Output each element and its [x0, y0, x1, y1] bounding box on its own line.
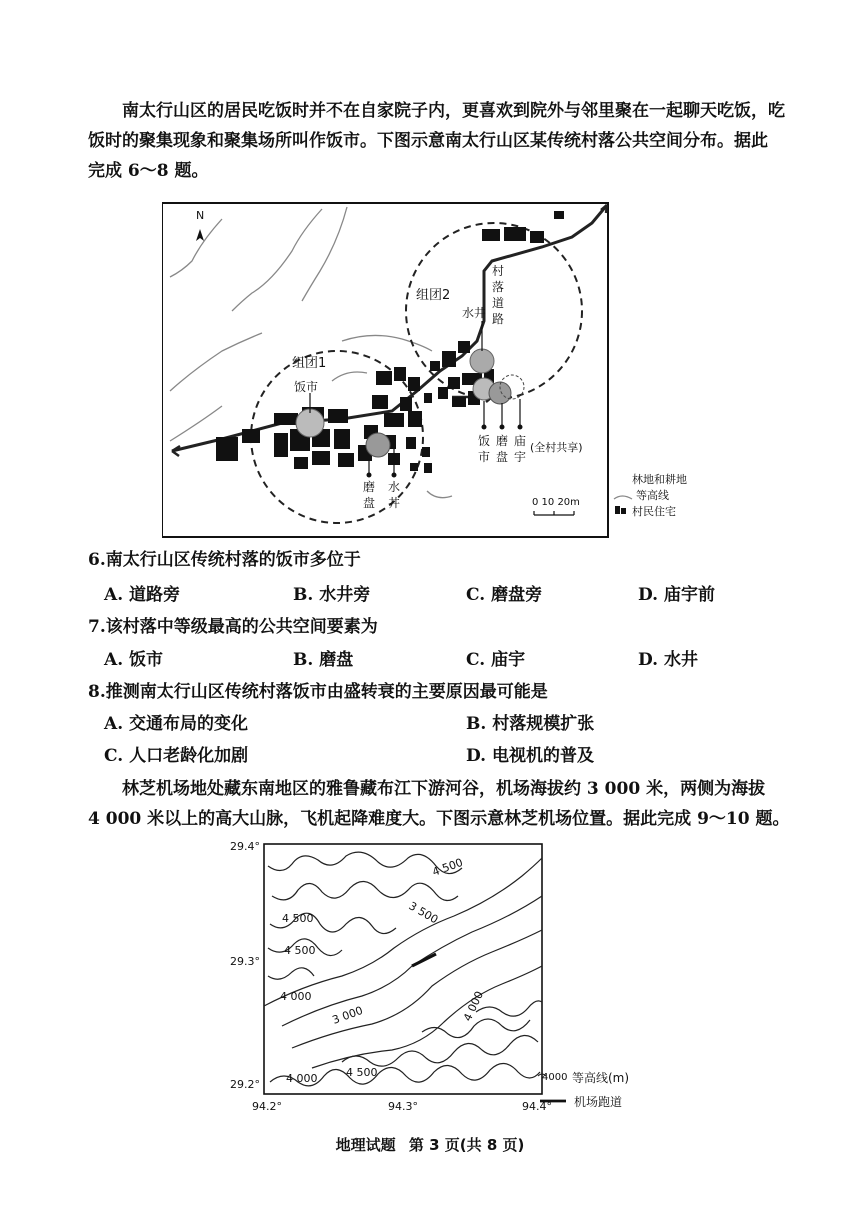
page-footer — [0, 1134, 860, 1155]
mopan2-label-char: 盘 — [496, 450, 509, 464]
question-7-stem: 7.该村落中等级最高的公共空间要素为 — [88, 617, 378, 637]
legend-contour-label: 等高线(m) — [572, 1071, 630, 1085]
fanshi1-label: 饭市 — [294, 380, 319, 394]
intro-paragraph-1 — [88, 96, 788, 186]
airport-map — [222, 836, 662, 1126]
temple-label-char: 宇 — [514, 450, 527, 464]
lon-label: 94.3° — [388, 1100, 418, 1113]
road-label-char: 道 — [492, 296, 505, 310]
well-group2-marker — [470, 349, 494, 373]
airport-map-figure — [222, 836, 662, 1130]
legend-house-icon — [615, 506, 620, 514]
q8-option-b[interactable]: B. 村落规模扩张 — [466, 714, 595, 734]
mopan1-label-char: 磨 — [363, 480, 376, 494]
road-label-char: 村 — [492, 264, 505, 278]
north-arrow-icon — [196, 209, 204, 241]
road-label-char: 路 — [492, 312, 505, 326]
q8-option-c[interactable]: C. 人口老龄化加剧 — [104, 746, 249, 766]
q7-option-a[interactable]: A. 饭市 — [104, 650, 164, 670]
q6-option-b[interactable]: B. 水井旁 — [293, 585, 371, 605]
contour-label: 3 000 — [330, 1003, 365, 1027]
lon-label: 94.2° — [252, 1100, 282, 1113]
mopan2-label-char: 磨 — [496, 434, 509, 448]
legend-runway-label: 机场跑道 — [574, 1095, 623, 1109]
contour-lines — [170, 207, 452, 498]
question-8-stem: 8.推测南太行山区传统村落饭市由盛转衰的主要原因最可能是 — [88, 682, 548, 702]
q6-option-a[interactable]: A. 道路旁 — [104, 585, 181, 605]
contour-label: 4 500 — [430, 855, 465, 879]
fanshi-group1-marker — [296, 409, 324, 437]
mopan1-label-char: 盘 — [363, 496, 376, 510]
contour-label: 4 000 — [280, 990, 312, 1003]
map1-legend — [614, 472, 687, 518]
q8-option-a[interactable]: A. 交通布局的变化 — [104, 714, 249, 734]
q7-option-b[interactable]: B. 磨盘 — [293, 650, 354, 670]
legend-forest-label: 林地和耕地 — [632, 473, 687, 486]
well2-label: 水井 — [462, 306, 487, 320]
temple-shared-label: (全村共享) — [530, 441, 583, 454]
contour-label: 4 500 — [284, 944, 316, 957]
legend-contour-label: 等高线 — [636, 489, 669, 502]
village-map — [162, 201, 722, 541]
legend-contour-icon — [614, 496, 632, 499]
contour-label: 4 000 — [286, 1072, 318, 1085]
lon-label: 94.4° — [522, 1100, 552, 1113]
well1-label-char: 井 — [388, 496, 401, 510]
fanshi2-label-char: 市 — [478, 450, 491, 464]
contour-label: 4 500 — [282, 912, 314, 925]
intro-line: 南太行山区的居民吃饭时并不在自家院子内，更喜欢到院外与邻里聚在一起聊天吃饭，吃 — [122, 101, 785, 121]
intro-paragraph-2 — [88, 774, 808, 834]
lat-label: 29.4° — [230, 840, 260, 853]
scale-bar — [532, 497, 580, 515]
fanshi2-label-char: 饭 — [478, 434, 491, 448]
q6-option-d[interactable]: D. 庙宇前 — [638, 585, 715, 605]
temple-label-char: 庙 — [514, 434, 527, 448]
group2-label: 组团2 — [416, 288, 451, 303]
well1-label-char: 水 — [388, 480, 401, 494]
mopan-well-group1-marker — [366, 433, 390, 457]
intro-line: 完成 6～8 题。 — [88, 161, 209, 181]
legend-contour-sample: 4000 — [542, 1072, 568, 1083]
group1-label: 组团1 — [292, 356, 327, 371]
footer-subject: 地理试题 — [335, 1136, 396, 1154]
intro-line: 饭时的聚集现象和聚集场所叫作饭市。下图示意南太行山区某传统村落公共空间分布。据此 — [88, 131, 768, 151]
village-map-figure — [162, 201, 722, 545]
intro-line: 4 000 米以上的高大山脉，飞机起降难度大。下图示意林芝机场位置。据此完成 9～10 题。 — [88, 809, 790, 829]
scale-label: 0 10 20m — [532, 497, 580, 508]
footer-page-number: 第 3 页(共 8 页) — [408, 1136, 525, 1154]
north-label: N — [196, 209, 205, 222]
question-6-stem: 6.南太行山区传统村落的饭市多位于 — [88, 550, 361, 570]
lat-label: 29.3° — [230, 955, 260, 968]
q7-option-c[interactable]: C. 庙宇 — [466, 650, 526, 670]
intro-line: 林芝机场地处藏东南地区的雅鲁藏布江下游河谷，机场海拔约 3 000 米，两侧为海拔 — [122, 779, 766, 799]
contour-label: 4 500 — [346, 1066, 378, 1079]
mopan-group2-marker — [489, 382, 511, 404]
lat-label: 29.2° — [230, 1078, 260, 1091]
legend-house-label: 村民住宅 — [632, 505, 676, 518]
q8-option-d[interactable]: D. 电视机的普及 — [466, 746, 594, 766]
q6-option-c[interactable]: C. 磨盘旁 — [466, 585, 543, 605]
contour-label: 4 000 — [460, 989, 487, 1024]
road-label-char: 落 — [492, 280, 505, 294]
contour-label: 3 500 — [406, 899, 441, 927]
q7-option-d[interactable]: D. 水井 — [638, 650, 698, 670]
map-frame — [162, 203, 608, 537]
